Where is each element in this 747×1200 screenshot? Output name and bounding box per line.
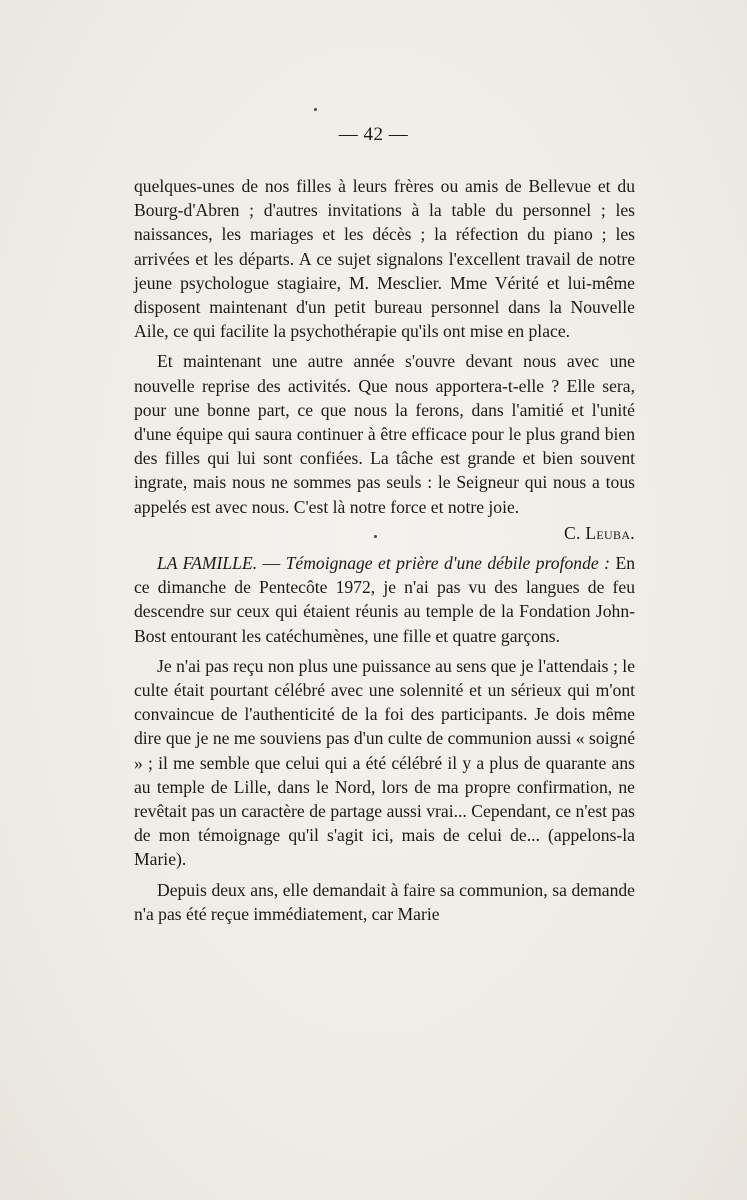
article-paragraph-2: Et maintenant une autre année s'ouvre devant nous avec une nouvelle reprise des activités. Que nous apportera-t-elle ? Elle sera, pour une bonne part, ce que nous la ferons, dans l'amitié et l'unité d'une équipe qui saura continuer à être efficace pour le plus grand bien des filles qui lui sont confiées. La tâche est grande et bien souvent ingrate, mais nous ne sommes pas seuls : le Seigneur qui nous a tous appelés est avec nous. C'est là notre force et notre joie.	[134, 351, 635, 517]
section-heading: LA FAMILLE.	[157, 553, 258, 574]
ink-speck	[314, 108, 317, 111]
section-lead-text: En ce dimanche de Pentecôte 1972, je n'ai pas vu des langues de feu descendre sur ceux qui étaient réunis au temple de la Fondation John-Bost entourant les catéchumènes, une fille et quatre garçons.	[134, 553, 635, 646]
article-paragraph-1: quelques-unes de nos filles à leurs frères ou amis de Bellevue et du Bourg-d'Abren ; d'autres invitations à la table du personnel ; les naissances, les mariages et les décès ; la réfection du piano ; les arrivées et les départs. A ce sujet signalons l'excellent travail de notre jeune psychologue stagiaire, M. Mesclier. Mme Vérité et lui-même disposent maintenant d'un petit bureau personnel dans la Nouvelle Aile, ce qui facilite la psychothérapie qu'ils ont mise en place.	[134, 176, 635, 342]
ink-speck	[374, 535, 377, 538]
section-subtitle: Témoignage et prière d'une débile profonde :	[285, 553, 610, 574]
signature-block	[134, 521, 635, 545]
section-paragraph-2: Depuis deux ans, elle demandait à faire sa communion, sa demande n'a pas été reçue immédiatement, car Marie	[134, 879, 635, 924]
section-paragraph-1: Je n'ai pas reçu non plus une puissance au sens que je l'attendais ; le culte était pourtant célébré avec une solennité et un sérieux qui m'ont convaincue de l'authenticité de la foi des participants. Je dois même dire que je ne me souviens pas d'un culte de communion aussi « soigné » ; il me semble que celui qui a été célébré il y a plus de quarante ans au temple de Lille, dans le Nord, lors de ma propre confirmation, ne revêtait pas un caractère de partage aussi vrai... Cependant, ce n'est pas de mon témoignage qu'il s'agit ici, mais de celui de... (appelons-la Marie).	[134, 655, 635, 870]
section-lead-paragraph	[134, 551, 635, 648]
heading-dash: —	[257, 553, 286, 574]
page-number: — 42 —	[338, 124, 409, 145]
page-body	[134, 174, 635, 926]
author-signature: C. Leuba.	[563, 522, 635, 543]
